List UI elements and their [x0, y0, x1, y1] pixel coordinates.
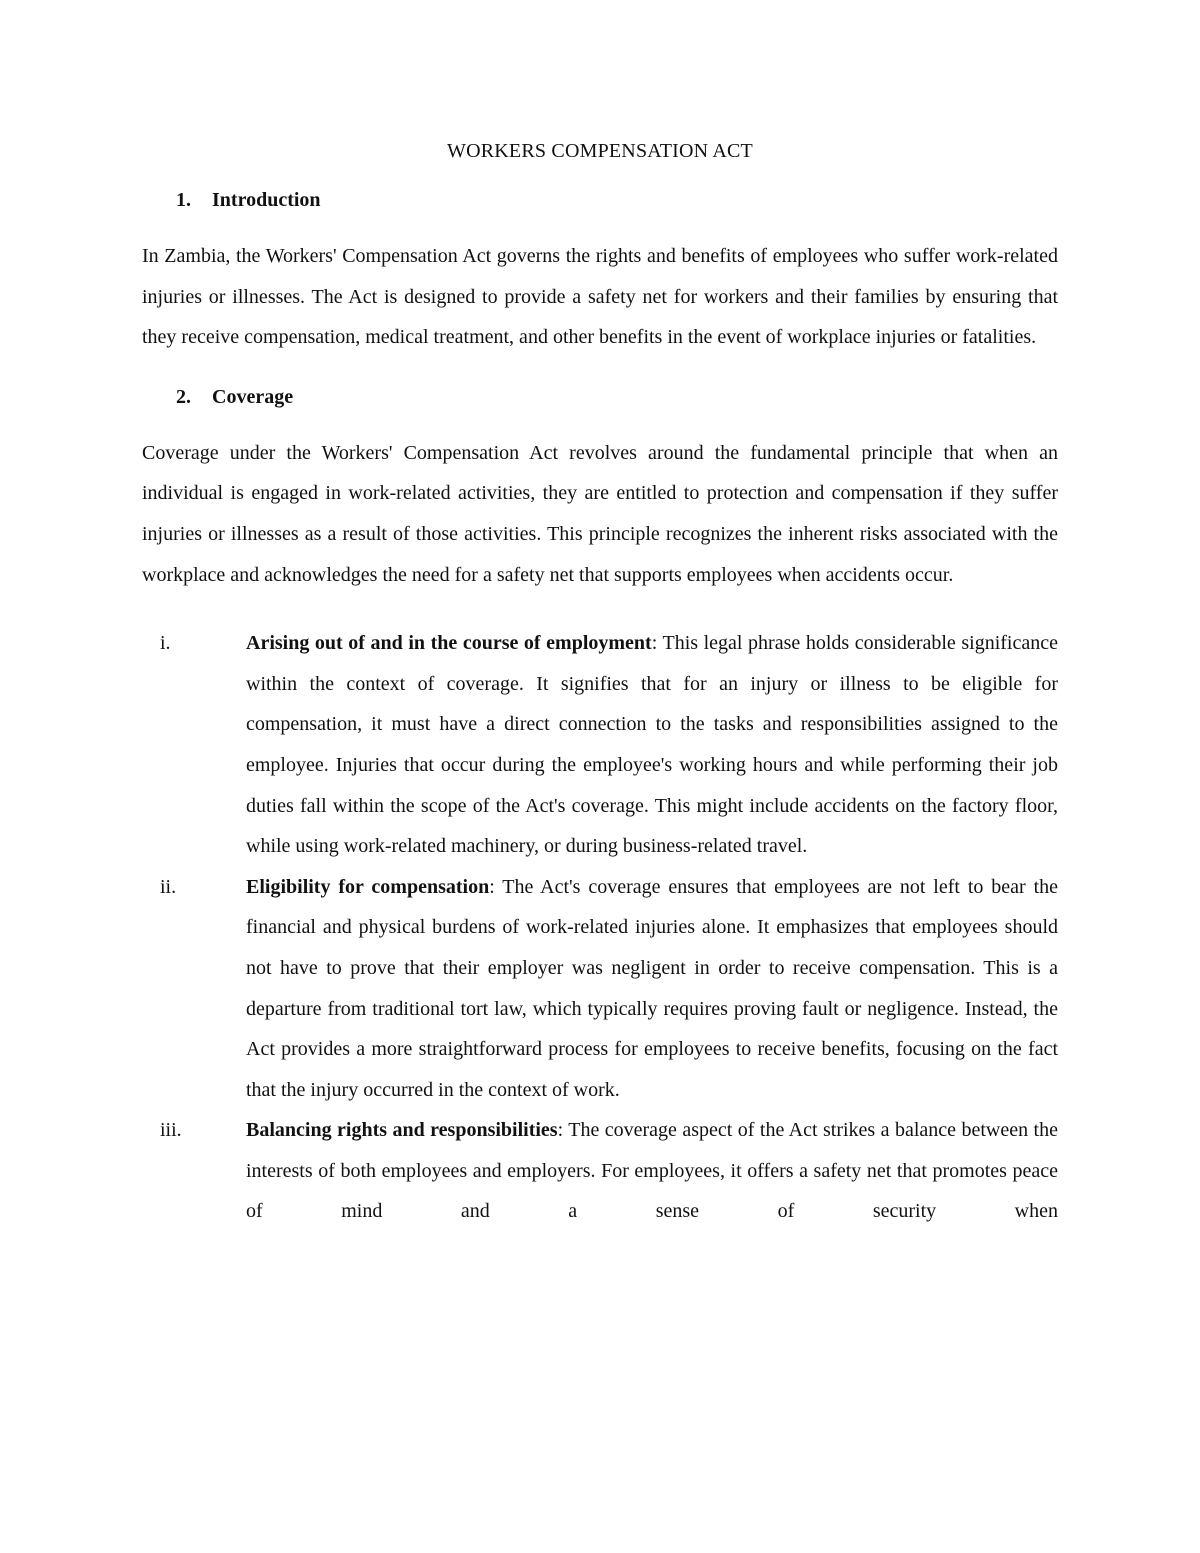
introduction-paragraph: In Zambia, the Workers' Compensation Act governs the rights and benefits of employees who suffer work-related injuries or illnesses. The Act is designed to provide a safety net for workers and their families by ensuring that they receive compensation, medical treatment, and other benefits in the event of workplace injuries or fatalities. — [142, 245, 1058, 349]
section-title: Coverage — [212, 385, 294, 408]
list-item — [142, 1110, 1058, 1232]
section-heading-introduction — [176, 189, 1058, 212]
list-item-text: : The Act's coverage ensures that employees are not left to bear the financial and physical burdens of work-related injuries alone. It emphasizes that employees should not have to prove that their employer was negligent in order to receive compensation. This is a departure from traditional tort law, which typically requires proving fault or negligence. Instead, the Act provides a more straightforward process for employees to receive benefits, focusing on the fact that the injury occurred in the context of work. — [246, 875, 1059, 1101]
list-item-body — [246, 1110, 1058, 1232]
list-marker: iii. — [160, 1119, 182, 1142]
section-heading-coverage — [176, 386, 1058, 409]
list-item — [142, 623, 1058, 867]
list-item-text: : This legal phrase holds considerable significance within the context of coverage. It signifies that for an injury or illness to be eligible for compensation, it must have a direct connection to the tasks and responsibilities assigned to the employee. Injuries that occur during the employee's working hours and while performing their job duties fall within the scope of the Act's coverage. This might include accidents on the factory floor, while using work-related machinery, or during business-related travel. — [246, 632, 1058, 858]
list-item — [142, 867, 1058, 1111]
section-number: 2. — [176, 385, 191, 408]
list-item-term: Eligibility for compensation — [246, 875, 490, 898]
section-number: 1. — [176, 189, 191, 211]
list-item-body — [246, 867, 1058, 1111]
list-item-term: Arising out of and in the course of employment — [246, 632, 652, 655]
list-marker: i. — [160, 632, 171, 655]
list-item-body — [246, 623, 1058, 867]
document-title: WORKERS COMPENSATION ACT — [447, 140, 753, 162]
coverage-list — [142, 623, 1058, 1232]
list-marker: ii. — [160, 875, 177, 898]
list-item-text: : The coverage aspect of the Act strikes a balance between the interests of both employees and employers. For employees, it offers a safety net that promotes peace of mind and a sense of security when — [246, 1119, 1058, 1223]
section-title: Introduction — [212, 189, 321, 211]
list-item-term: Balancing rights and responsibilities — [246, 1119, 558, 1142]
coverage-paragraph: Coverage under the Workers' Compensation Act revolves around the fundamental principle that when an individual is engaged in work-related activities, they are entitled to protection and compensation if they suffer injuries or illnesses as a result of those activities. This principle recognizes the inherent risks associated with the workplace and acknowledges the need for a safety net that supports employees when accidents occur. — [142, 441, 1058, 586]
